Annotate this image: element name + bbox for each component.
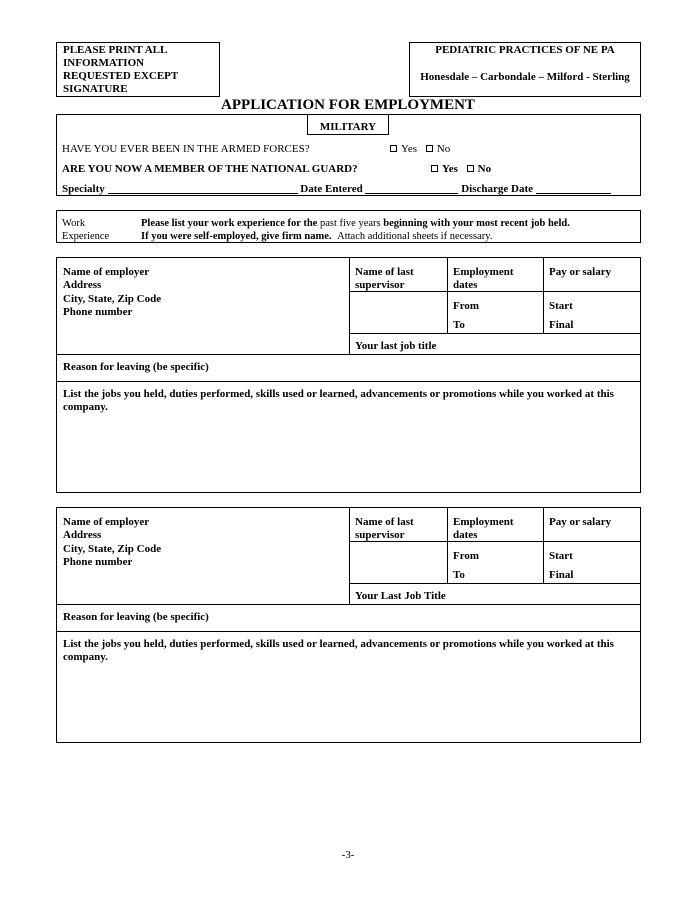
pay-label: Pay or salary (549, 516, 612, 528)
work-label: Work (62, 218, 86, 229)
experience-label: Experience (62, 231, 110, 242)
instruction-line-2: If you were self-employed, give firm name. Attach additional sheets if necessary. (141, 231, 493, 242)
specialty-label: Specialty (62, 183, 105, 195)
page-number: -3- (341, 849, 355, 861)
page-title: APPLICATION FOR EMPLOYMENT (221, 97, 475, 113)
city-label: City, State, Zip Code (63, 543, 162, 555)
military-label: MILITARY (307, 114, 389, 135)
work-experience-instructions (56, 210, 641, 243)
final-label: Final (549, 569, 574, 581)
pay-label: Pay or salary (549, 266, 612, 278)
military-details-row (62, 183, 640, 196)
from-label: From (453, 550, 480, 562)
job-title-label: Your last job title (355, 340, 437, 352)
to-label: To (453, 319, 465, 331)
no-label: No (477, 163, 492, 175)
armed-forces-question: HAVE YOU EVER BEEN IN THE ARMED FORCES? (62, 143, 310, 155)
city-label: City, State, Zip Code (63, 293, 162, 305)
employer-info-labels (63, 516, 161, 569)
national-guard-yes-checkbox[interactable] (431, 165, 438, 172)
final-label: Final (549, 319, 574, 331)
phone-label: Phone number (63, 306, 133, 318)
date-entered-label: Date Entered (300, 183, 363, 195)
armed-forces-yes-checkbox[interactable] (390, 145, 397, 152)
employer-info-labels (63, 266, 161, 319)
employer-name-label: Name of employer (63, 516, 150, 528)
national-guard-question: ARE YOU NOW A MEMBER OF THE NATIONAL GUARD? (62, 163, 358, 175)
instruction-line: SIGNATURE (63, 83, 128, 95)
instruction-line: INFORMATION (63, 57, 145, 69)
reason-label: Reason for leaving (be specific) (63, 361, 209, 373)
employer-block-2 (56, 507, 641, 743)
date-entered-field[interactable] (365, 183, 458, 194)
practice-box (409, 42, 641, 97)
instruction-line: PLEASE PRINT ALL (63, 44, 168, 56)
supervisor-label: Name of last supervisor (355, 516, 414, 541)
employment-dates-label: Employment dates (453, 266, 514, 291)
address-label: Address (63, 529, 102, 541)
armed-forces-options (390, 143, 450, 156)
start-label: Start (549, 300, 573, 312)
duties-label: List the jobs you held, duties performed, skills used or learned, advancements or promotions while you worked at this company. (63, 388, 614, 413)
specialty-field[interactable] (108, 183, 298, 194)
print-instructions-box (56, 42, 220, 97)
job-title-label: Your Last Job Title (355, 590, 446, 602)
national-guard-no-checkbox[interactable] (467, 165, 474, 172)
employer-block-1 (56, 257, 641, 493)
duties-label: List the jobs you held, duties performed, skills used or learned, advancements or promotions while you worked at this company. (63, 638, 614, 663)
address-label: Address (63, 279, 102, 291)
discharge-date-label: Discharge Date (461, 183, 534, 195)
yes-label: Yes (401, 143, 418, 155)
practice-locations: Honesdale – Carbondale – Milford - Sterling (420, 71, 630, 83)
national-guard-options (431, 163, 491, 176)
phone-label: Phone number (63, 556, 133, 568)
instruction-line: REQUESTED EXCEPT (63, 70, 179, 82)
from-label: From (453, 300, 480, 312)
instruction-line-1: Please list your work experience for the past five years beginning with your most recent job held. (141, 218, 570, 229)
employer-name-label: Name of employer (63, 266, 150, 278)
reason-label: Reason for leaving (be specific) (63, 611, 209, 623)
employment-dates-label: Employment dates (453, 516, 514, 541)
start-label: Start (549, 550, 573, 562)
to-label: To (453, 569, 465, 581)
no-label: No (436, 143, 451, 155)
discharge-date-field[interactable] (536, 183, 611, 194)
practice-name: PEDIATRIC PRACTICES OF NE PA (435, 44, 615, 56)
supervisor-label: Name of last supervisor (355, 266, 414, 291)
yes-label: Yes (442, 163, 458, 175)
armed-forces-no-checkbox[interactable] (426, 145, 433, 152)
